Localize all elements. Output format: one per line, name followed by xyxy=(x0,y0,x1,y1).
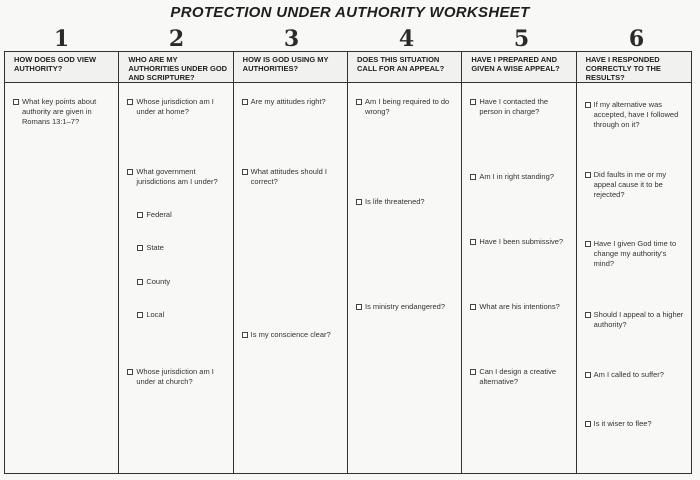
checklist-item[interactable] xyxy=(585,100,687,130)
checkbox[interactable] xyxy=(470,174,476,180)
checklist-item[interactable] xyxy=(585,310,687,330)
column-header: HOW DOES GOD VIEW AUTHORITY? xyxy=(5,52,118,83)
checklist-item-label: Should I appeal to a higher authority? xyxy=(593,310,684,329)
worksheet-table xyxy=(4,51,692,474)
checkbox[interactable] xyxy=(137,279,143,285)
checklist-item[interactable] xyxy=(585,239,687,269)
checkbox[interactable] xyxy=(127,99,133,105)
checklist-subitem[interactable] xyxy=(137,243,228,253)
checklist-item-label: Is my conscience clear? xyxy=(250,330,331,339)
checklist-item-label: Can I design a creative alternative? xyxy=(479,367,557,386)
checkbox[interactable] xyxy=(13,99,19,105)
checklist-item-label: Have I contacted the person in charge? xyxy=(479,97,549,116)
column-number-4: 4 xyxy=(398,26,415,52)
column-number-5: 5 xyxy=(513,26,530,52)
checklist-item[interactable] xyxy=(470,367,571,387)
checklist-item[interactable] xyxy=(127,97,228,117)
worksheet-title: PROTECTION UNDER AUTHORITY WORKSHEET xyxy=(170,4,530,21)
checkbox[interactable] xyxy=(470,369,476,375)
column-4 xyxy=(348,52,462,473)
checklist-item[interactable] xyxy=(242,330,343,340)
checkbox[interactable] xyxy=(127,169,133,175)
column-header: DOES THIS SITUATION CALL FOR AN APPEAL? xyxy=(348,52,461,83)
checkbox[interactable] xyxy=(585,421,591,427)
column-numbers xyxy=(4,27,692,51)
checklist-item-label: Am I called to suffer? xyxy=(593,370,664,379)
column-header: HOW IS GOD USING MY AUTHORITIES? xyxy=(234,52,347,83)
checkbox[interactable] xyxy=(137,212,143,218)
checklist-subitem[interactable] xyxy=(137,310,228,320)
checklist-item[interactable] xyxy=(356,97,457,117)
checkbox[interactable] xyxy=(242,99,248,105)
checklist-item-label: Did faults in me or my appeal cause it to be rejected? xyxy=(593,170,667,199)
checkbox[interactable] xyxy=(470,239,476,245)
checklist-item[interactable] xyxy=(127,367,228,387)
checklist-item-label: If my alternative was accepted, have I followed through on it? xyxy=(593,100,679,129)
checklist-item-label: Is it wiser to flee? xyxy=(593,419,652,428)
checkbox[interactable] xyxy=(127,369,133,375)
checklist-item-label: Are my attitudes right? xyxy=(250,97,326,106)
checklist-item-label: County xyxy=(146,277,171,286)
checklist-item[interactable] xyxy=(470,172,571,182)
checklist-item-label: Am I being required to do wrong? xyxy=(364,97,450,116)
checklist-item[interactable] xyxy=(585,170,687,200)
column-5 xyxy=(462,52,576,473)
column-number-6: 6 xyxy=(628,26,645,52)
checkbox[interactable] xyxy=(356,304,362,310)
checkbox[interactable] xyxy=(585,372,591,378)
checklist-item-label: Have I given God time to change my authority's mind? xyxy=(593,239,677,268)
checklist-item-label: Federal xyxy=(146,210,172,219)
checklist-item-label: State xyxy=(146,243,164,252)
checklist-item-label: What key points about authority are given in Romans 13:1–7? xyxy=(22,97,97,126)
column-header: HAVE I RESPONDED CORRECTLY TO THE RESULTS? xyxy=(577,52,691,83)
checkbox[interactable] xyxy=(470,304,476,310)
column-3 xyxy=(234,52,348,473)
checklist-item-label: Is life threatened? xyxy=(364,197,425,206)
checkbox[interactable] xyxy=(242,332,248,338)
checklist-item[interactable] xyxy=(127,167,228,187)
checklist-item[interactable] xyxy=(470,302,571,312)
checklist-subitem[interactable] xyxy=(137,210,228,220)
column-number-3: 3 xyxy=(283,26,300,52)
checklist-item[interactable] xyxy=(470,97,571,117)
checkbox[interactable] xyxy=(137,245,143,251)
checkbox[interactable] xyxy=(585,241,591,247)
checklist-item[interactable] xyxy=(242,97,343,107)
checkbox[interactable] xyxy=(585,312,591,318)
checklist-item-label: Whose jurisdiction am I under at church? xyxy=(136,367,214,386)
column-header: WHO ARE MY AUTHORITIES UNDER GOD AND SCRIPTURE? xyxy=(119,52,232,83)
column-2 xyxy=(119,52,233,473)
checklist-item-label: What government jurisdictions am I under? xyxy=(136,167,218,186)
checklist-item-label: Is ministry endangered? xyxy=(364,302,446,311)
checklist-item-label: Whose jurisdiction am I under at home? xyxy=(136,97,214,116)
checkbox[interactable] xyxy=(137,312,143,318)
checklist-item[interactable] xyxy=(13,97,114,127)
checkbox[interactable] xyxy=(242,169,248,175)
column-number-1: 1 xyxy=(53,26,70,52)
checklist-item[interactable] xyxy=(470,237,571,247)
column-6 xyxy=(577,52,691,473)
checklist-item-label: What are his intentions? xyxy=(479,302,560,311)
checkbox[interactable] xyxy=(356,199,362,205)
checkbox[interactable] xyxy=(356,99,362,105)
checklist-item[interactable] xyxy=(356,197,457,207)
checklist-item-label: Local xyxy=(146,310,165,319)
checklist-item[interactable] xyxy=(356,302,457,312)
checklist-item-label: What attitudes should I correct? xyxy=(250,167,327,186)
column-number-2: 2 xyxy=(168,26,185,52)
checkbox[interactable] xyxy=(585,172,591,178)
column-header: HAVE I PREPARED AND GIVEN A WISE APPEAL? xyxy=(462,52,575,83)
checklist-item-label: Am I in right standing? xyxy=(479,172,554,181)
checkbox[interactable] xyxy=(585,102,591,108)
checklist-item-label: Have I been submissive? xyxy=(479,237,564,246)
checklist-subitem[interactable] xyxy=(137,277,228,287)
checklist-item[interactable] xyxy=(242,167,343,187)
checklist-item[interactable] xyxy=(585,370,687,380)
checkbox[interactable] xyxy=(470,99,476,105)
column-1 xyxy=(5,52,119,473)
checklist-item[interactable] xyxy=(585,419,687,429)
